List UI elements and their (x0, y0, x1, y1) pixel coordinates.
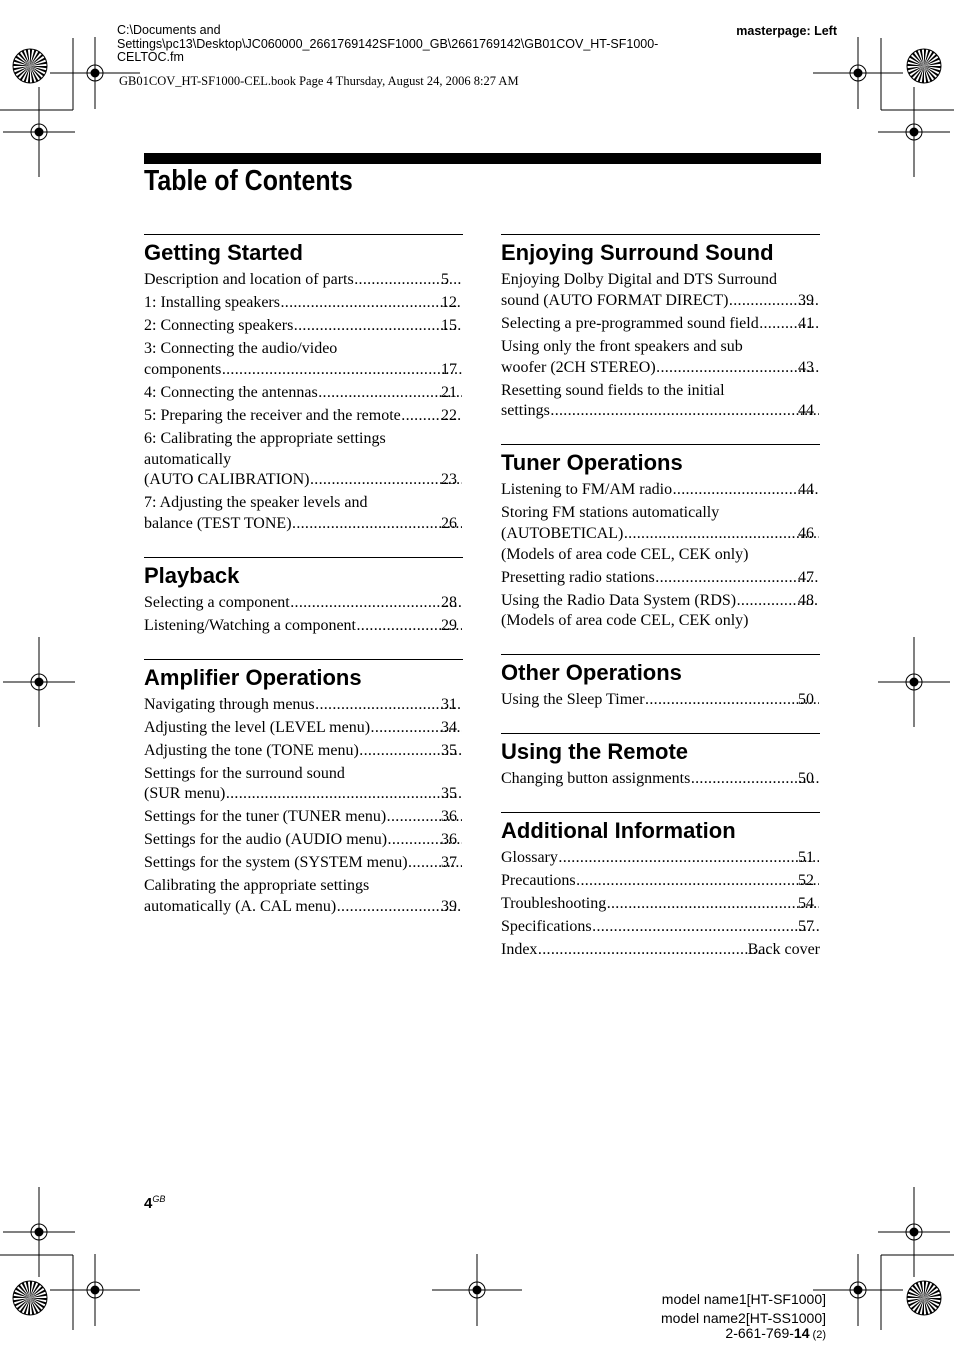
toc-entry-text: Using only the front speakers and sub (501, 337, 743, 355)
toc-entry-line: Listening to FM/AM radio ..... 44 (523, 480, 820, 501)
rosette-mark-icon (907, 1281, 941, 1315)
toc-entry-line: Precautions ..... 52 (523, 871, 820, 892)
toc-entry-text: 6: Calibrating the appropriate settings (144, 429, 386, 447)
toc-entry-text: 4: Connecting the antennas (144, 383, 318, 401)
rosette-mark-icon (13, 49, 47, 83)
code-suffix: (2) (809, 1329, 826, 1341)
section-title: Amplifier Operations (144, 664, 362, 690)
section-title: Tuner Operations (501, 450, 683, 476)
section-title: Using the Remote (501, 739, 689, 765)
toc-entry-text: Resetting sound fields to the initial (501, 381, 725, 399)
toc-entry-text: Adjusting the level (LEVEL menu) (144, 718, 371, 736)
rosette-mark-icon (13, 1281, 47, 1315)
section-title: Enjoying Surround Sound (501, 240, 774, 265)
file-path-line: Settings\pc13\Desktop\JC060000_2661769142SF1000_GB\2661769142\GB01COV_HT-SF1000- (117, 36, 659, 51)
toc-entry-text: Listening to FM/AM radio (501, 481, 673, 499)
section-title: Getting Started (144, 240, 303, 265)
toc-entry-line: Adjusting the tone (TONE menu) ..... 35 (166, 741, 463, 762)
toc-entry-text: Settings for the system (SYSTEM menu) (144, 854, 408, 872)
toc-page-number: Back cover (747, 940, 820, 958)
crosshair-mark-icon (3, 637, 75, 727)
model-name-2: model name2[HT-SS1000] (661, 1310, 826, 1326)
toc-entry-line: Settings for the tuner (TUNER menu) ..... 36 (166, 807, 463, 828)
toc-entry-line: automatically (A. CAL menu) ..... 39 (166, 897, 463, 918)
toc-entry-text: Presetting radio stations (501, 568, 655, 586)
toc-entry-text: automatically (144, 450, 232, 468)
toc-entry-line: Adjusting the level (LEVEL menu) ..... 34 (166, 718, 463, 739)
crosshair-mark-icon (50, 37, 140, 109)
page-title: Table of Contents (144, 165, 353, 197)
crosshair-mark-icon (50, 1254, 140, 1326)
toc-entry-text: automatically (A. CAL menu) (144, 898, 337, 916)
crosshair-mark-icon (432, 1254, 522, 1326)
model-name-1: model name1[HT-SF1000] (661, 1291, 826, 1307)
toc-entry-line: Glossary ..... 51 (523, 848, 820, 869)
toc-entry-text: Listening/Watching a component (144, 616, 356, 634)
toc-entry-line: Presetting radio stations ..... 47 (523, 568, 820, 589)
toc-entry-text: Storing FM stations automatically (501, 504, 720, 522)
toc-entry-text: 5: Preparing the receiver and the remote (144, 406, 401, 424)
masterpage-label: masterpage: Left (736, 24, 837, 38)
toc-entry-text: Enjoying Dolby Digital and DTS Surround (501, 271, 777, 288)
toc-entry-line: (AUTO CALIBRATION) ..... 23 (166, 470, 463, 491)
file-path-line: C:\Documents and (117, 23, 221, 37)
toc-entry-line: Selecting a pre-programmed sound field ..... 41 (523, 314, 820, 335)
page-number-value: 4 (144, 1195, 153, 1212)
toc-entry-text: Troubleshooting (501, 894, 607, 912)
toc-entry-line: Settings for the system (SYSTEM menu) ..... 37 (166, 853, 463, 874)
code-prefix: 2-661-769- (725, 1325, 794, 1341)
section-title: Other Operations (501, 660, 682, 686)
toc-entry-line: settings ..... 44 (523, 401, 820, 422)
toc-entry-text: Precautions (501, 871, 576, 889)
toc-entry-text: woofer (2CH STEREO) (501, 358, 656, 376)
toc-entry-text: Settings for the tuner (TUNER menu) (144, 808, 387, 826)
toc-entry-text: Index (501, 940, 538, 958)
file-path-line: CELTOC.fm (117, 50, 184, 64)
section-title: Playback (144, 562, 240, 588)
rosette-mark-icon (907, 49, 941, 83)
crosshair-mark-icon (3, 87, 75, 177)
crosshair-mark-icon (878, 1187, 950, 1277)
toc-entry-line: Using the Sleep Timer ..... 50 (523, 690, 820, 711)
crosshair-mark-icon (813, 37, 903, 109)
toc-entry-text: Changing button assignments (501, 770, 691, 788)
toc-entry-line: 4: Connecting the antennas ..... 21 (166, 383, 463, 404)
toc-entry-line: Navigating through menus ..... 31 (166, 695, 463, 716)
toc-entry-line: Settings for the audio (AUDIO menu) ..... 36 (166, 830, 463, 851)
toc-entry-line: (AUTOBETICAL) ..... 46 (523, 524, 820, 545)
toc-entry-line: Selecting a component ..... 28 (166, 593, 463, 614)
toc-entry-text: (SUR menu) (144, 785, 226, 803)
toc-entry-line: woofer (2CH STEREO) ..... 43 (523, 358, 820, 379)
code-bold: 14 (793, 1325, 810, 1341)
toc-entry-note: (Models of area code CEL, CEK only) (501, 545, 749, 563)
toc-entry-line: Specifications ..... 57 (523, 917, 820, 938)
toc-entry-text: Navigating through menus (144, 695, 315, 713)
toc-entry-text: Calibrating the appropriate settings (144, 877, 370, 895)
toc-entry-text: 2: Connecting speakers (144, 316, 294, 334)
toc-entry-text: Description and location of parts (144, 271, 354, 288)
toc-entry-line: Changing button assignments ..... 50 (523, 769, 820, 790)
toc-entry-text: Using the Radio Data System (RDS) (501, 591, 737, 609)
toc-entry-text: Using the Sleep Timer (501, 691, 645, 709)
crosshair-mark-icon (878, 87, 950, 177)
toc-entry-text: sound (AUTO FORMAT DIRECT) (501, 291, 729, 309)
toc-entry-text: components (144, 360, 222, 378)
crosshair-mark-icon (878, 637, 950, 727)
toc-entry-text: balance (TEST TONE) (144, 515, 292, 533)
toc-entry-line: Using the Radio Data System (RDS) ..... 48 (523, 591, 820, 612)
toc-entry-text: settings (501, 402, 550, 420)
toc-entry-text: Selecting a pre-programmed sound field (501, 314, 759, 332)
page-number-suffix: GB (152, 1194, 166, 1204)
toc-entry-text: Glossary (501, 848, 558, 866)
toc-entry-line: (SUR menu) ..... 35 (166, 784, 463, 805)
toc-entry-text: (AUTOBETICAL) (501, 524, 624, 542)
toc-entry-text: Settings for the audio (AUDIO menu) (144, 831, 388, 849)
toc-entry-line: sound (AUTO FORMAT DIRECT) ..... 39 (523, 291, 820, 312)
toc-entry-line: Listening/Watching a component ..... 29 (166, 616, 463, 637)
toc-entry-text: 1: Installing speakers (144, 293, 280, 311)
toc-entry-line: 2: Connecting speakers ..... 15 (166, 316, 463, 337)
toc-entry-line: 5: Preparing the receiver and the remote ..... 22 (166, 406, 463, 427)
toc-entry-line: Troubleshooting ..... 54 (523, 894, 820, 915)
crosshair-mark-icon (3, 1187, 75, 1277)
toc-entry-text: Adjusting the tone (TONE menu) (144, 741, 359, 759)
toc-entry-line: 1: Installing speakers ..... 12 (166, 293, 463, 314)
toc-entry-text: 3: Connecting the audio/video (144, 339, 338, 357)
toc-entry-line: balance (TEST TONE) ..... 26 (166, 514, 463, 535)
toc-entry-text: Specifications (501, 917, 592, 935)
toc-entry-line: Description and location of parts ..... 5 (166, 270, 463, 291)
toc-entry-note: (Models of area code CEL, CEK only) (501, 612, 749, 630)
toc-entry-text: Settings for the surround sound (144, 764, 345, 782)
section-title: Additional Information (501, 817, 736, 843)
crosshair-mark-icon (813, 1254, 903, 1326)
toc-entry-text: (AUTO CALIBRATION) (144, 471, 310, 489)
toc-entry-text: Selecting a component (144, 593, 290, 611)
toc-entry-text: 7: Adjusting the speaker levels and (144, 494, 368, 512)
book-info-line: GB01COV_HT-SF1000-CEL.book Page 4 Thursday, August 24, 2006 8:27 AM (119, 74, 519, 88)
toc-entry-line: components ..... 17 (166, 360, 463, 381)
